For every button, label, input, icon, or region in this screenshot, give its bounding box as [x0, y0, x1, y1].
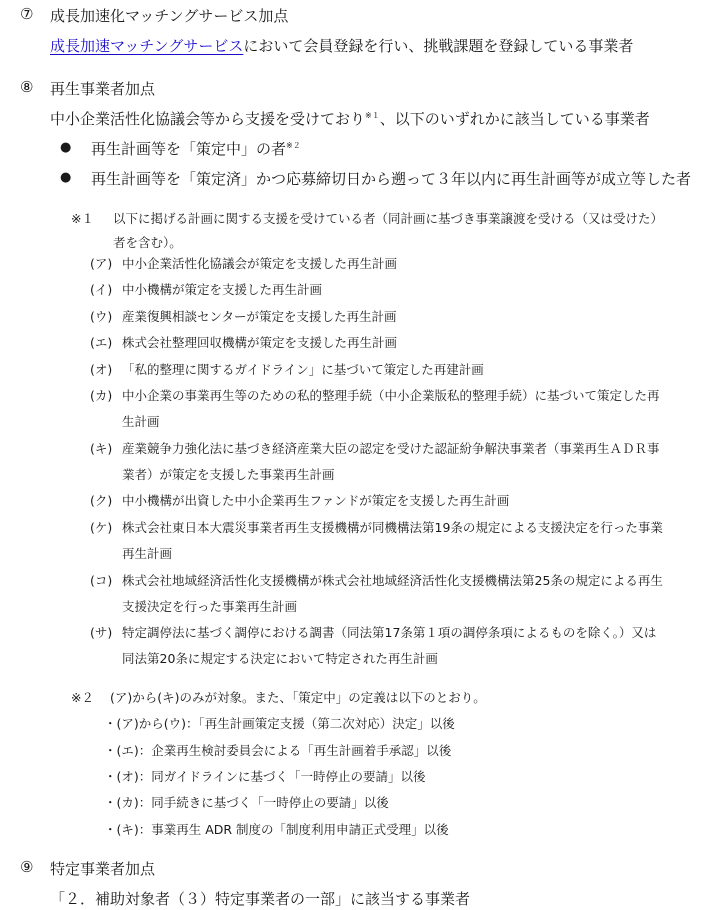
note-2-mark: ※２: [71, 690, 94, 705]
note-1-item-label: (キ): [90, 441, 113, 456]
note-1-item-label: (エ): [90, 335, 113, 350]
bullet-icon: ●: [60, 140, 72, 155]
bullet-item-2: 再生計画等を「策定済」かつ応募締切日から遡って３年以内に再生計画等が成立等した者: [91, 170, 692, 188]
note-1-item-text: 特定調停法に基づく調停における調書（同法第17条第１項の調停条項によるものを除く。）又は: [122, 625, 657, 640]
note-2-ref: ※２: [286, 141, 301, 150]
section-7-number: ⑦: [20, 5, 34, 23]
note-1-item-label: (ア): [90, 256, 113, 271]
note-1-item-text: 株式会社地域経済活性化支援機構が株式会社地域経済活性化支援機構法第25条の規定による再生: [122, 573, 663, 588]
note-1-item-text-cont: 業者）が策定を支援した事業再生計画: [122, 467, 335, 482]
section-9-description: 「２．補助対象者（３）特定事業者の一部」に該当する事業者: [50, 890, 471, 908]
note-1-item-label: (ク): [90, 493, 113, 508]
note-1-item-text: 産業競争力強化法に基づき経済産業大臣の認定を受けた認証紛争解決事業者（事業再生ＡＤＲ事: [122, 441, 660, 456]
note-1-item-text: 株式会社東日本大震災事業者再生支援機構が同機構法第19条の規定による支援決定を行った事業: [122, 520, 663, 535]
section-8-title: 再生事業者加点: [50, 80, 156, 98]
note-1-item-text: 中小企業の事業再生等のための私的整理手続（中小企業版私的整理手続）に基づいて策定した再: [122, 388, 660, 403]
section-7-description-text: において会員登録を行い、挑戦課題を登録している事業者: [243, 37, 634, 55]
note-1-item-text: 中小企業活性化協議会が策定を支援した再生計画: [122, 256, 398, 271]
section-8-number: ⑧: [20, 78, 34, 96]
note-1-item-label: (ウ): [90, 309, 113, 324]
note-2-item: ・(キ)：事業再生 ADR 制度の「制度利用申請正式受理」以後: [104, 822, 449, 837]
note-2-item: ・(ア)から(ウ)：「再生計画策定支援（第二次対応）決定」以後: [104, 716, 455, 731]
note-1-item-text: 中小機構が策定を支援した再生計画: [122, 282, 323, 297]
note-1-item-text-cont: 同法第20条に規定する決定において特定された再生計画: [122, 651, 438, 666]
section-8-desc-part1: 中小企業活性化協議会等から支援を受けており: [50, 110, 366, 128]
bullet-item-1-text: 再生計画等を「策定中」の者: [91, 140, 287, 158]
note-1-item-text: 株式会社整理回収機構が策定を支援した再生計画: [122, 335, 398, 350]
note-1-item-text: 中小機構が出資した中小企業再生ファンドが策定を支援した再生計画: [122, 493, 510, 508]
note-2-line-1: (ア)から(キ)のみが対象。また、「策定中」の定義は以下のとおり。: [110, 690, 486, 705]
note-1-item-label: (イ): [90, 282, 113, 297]
bullet-item-1: [91, 138, 301, 159]
note-1-line-2: 者を含む）。: [113, 235, 182, 250]
note-1-line-1: 以下に掲げる計画に関する支援を受けている者（同計画に基づき事業譲渡を受ける（又は受けた）: [113, 211, 664, 226]
note-1-item-text: 「私的整理に関するガイドライン」に基づいて策定した再建計画: [122, 362, 484, 377]
note-1-mark: ※１: [71, 211, 94, 226]
note-2-item: ・(オ)：同ガイドラインに基づく「一時停止の要請」以後: [104, 769, 426, 784]
section-9-number: ⑨: [20, 858, 34, 876]
note-1-item-label: (コ): [90, 573, 113, 588]
note-1-item-label: (オ): [90, 362, 113, 377]
note-2-item: ・(エ)：企業再生検討委員会による「再生計画着手承認」以後: [104, 743, 452, 758]
note-1-ref: ※１: [365, 111, 380, 120]
note-1-item-text: 産業復興相談センターが策定を支援した再生計画: [122, 309, 397, 324]
matching-service-link[interactable]: 成長加速マッチングサービス: [50, 37, 244, 55]
section-7-description: [50, 35, 633, 56]
note-1-item-label: (サ): [90, 625, 113, 640]
section-8-description: [50, 108, 650, 129]
bullet-icon: ●: [60, 170, 72, 185]
section-7-title: 成長加速化マッチングサービス加点: [50, 7, 289, 25]
note-1-item-label: (ケ): [90, 520, 113, 535]
section-8-desc-part2: 、以下のいずれかに該当している事業者: [379, 110, 650, 128]
section-9-title: 特定事業者加点: [50, 860, 156, 878]
note-1-item-label: (カ): [90, 388, 113, 403]
note-1-item-text-cont: 再生計画: [122, 546, 173, 561]
note-2-item: ・(カ)：同手続きに基づく「一時停止の要請」以後: [104, 795, 389, 810]
note-1-item-text-cont: 支援決定を行った事業再生計画: [122, 599, 298, 614]
note-1-item-text-cont: 生計画: [122, 414, 160, 429]
